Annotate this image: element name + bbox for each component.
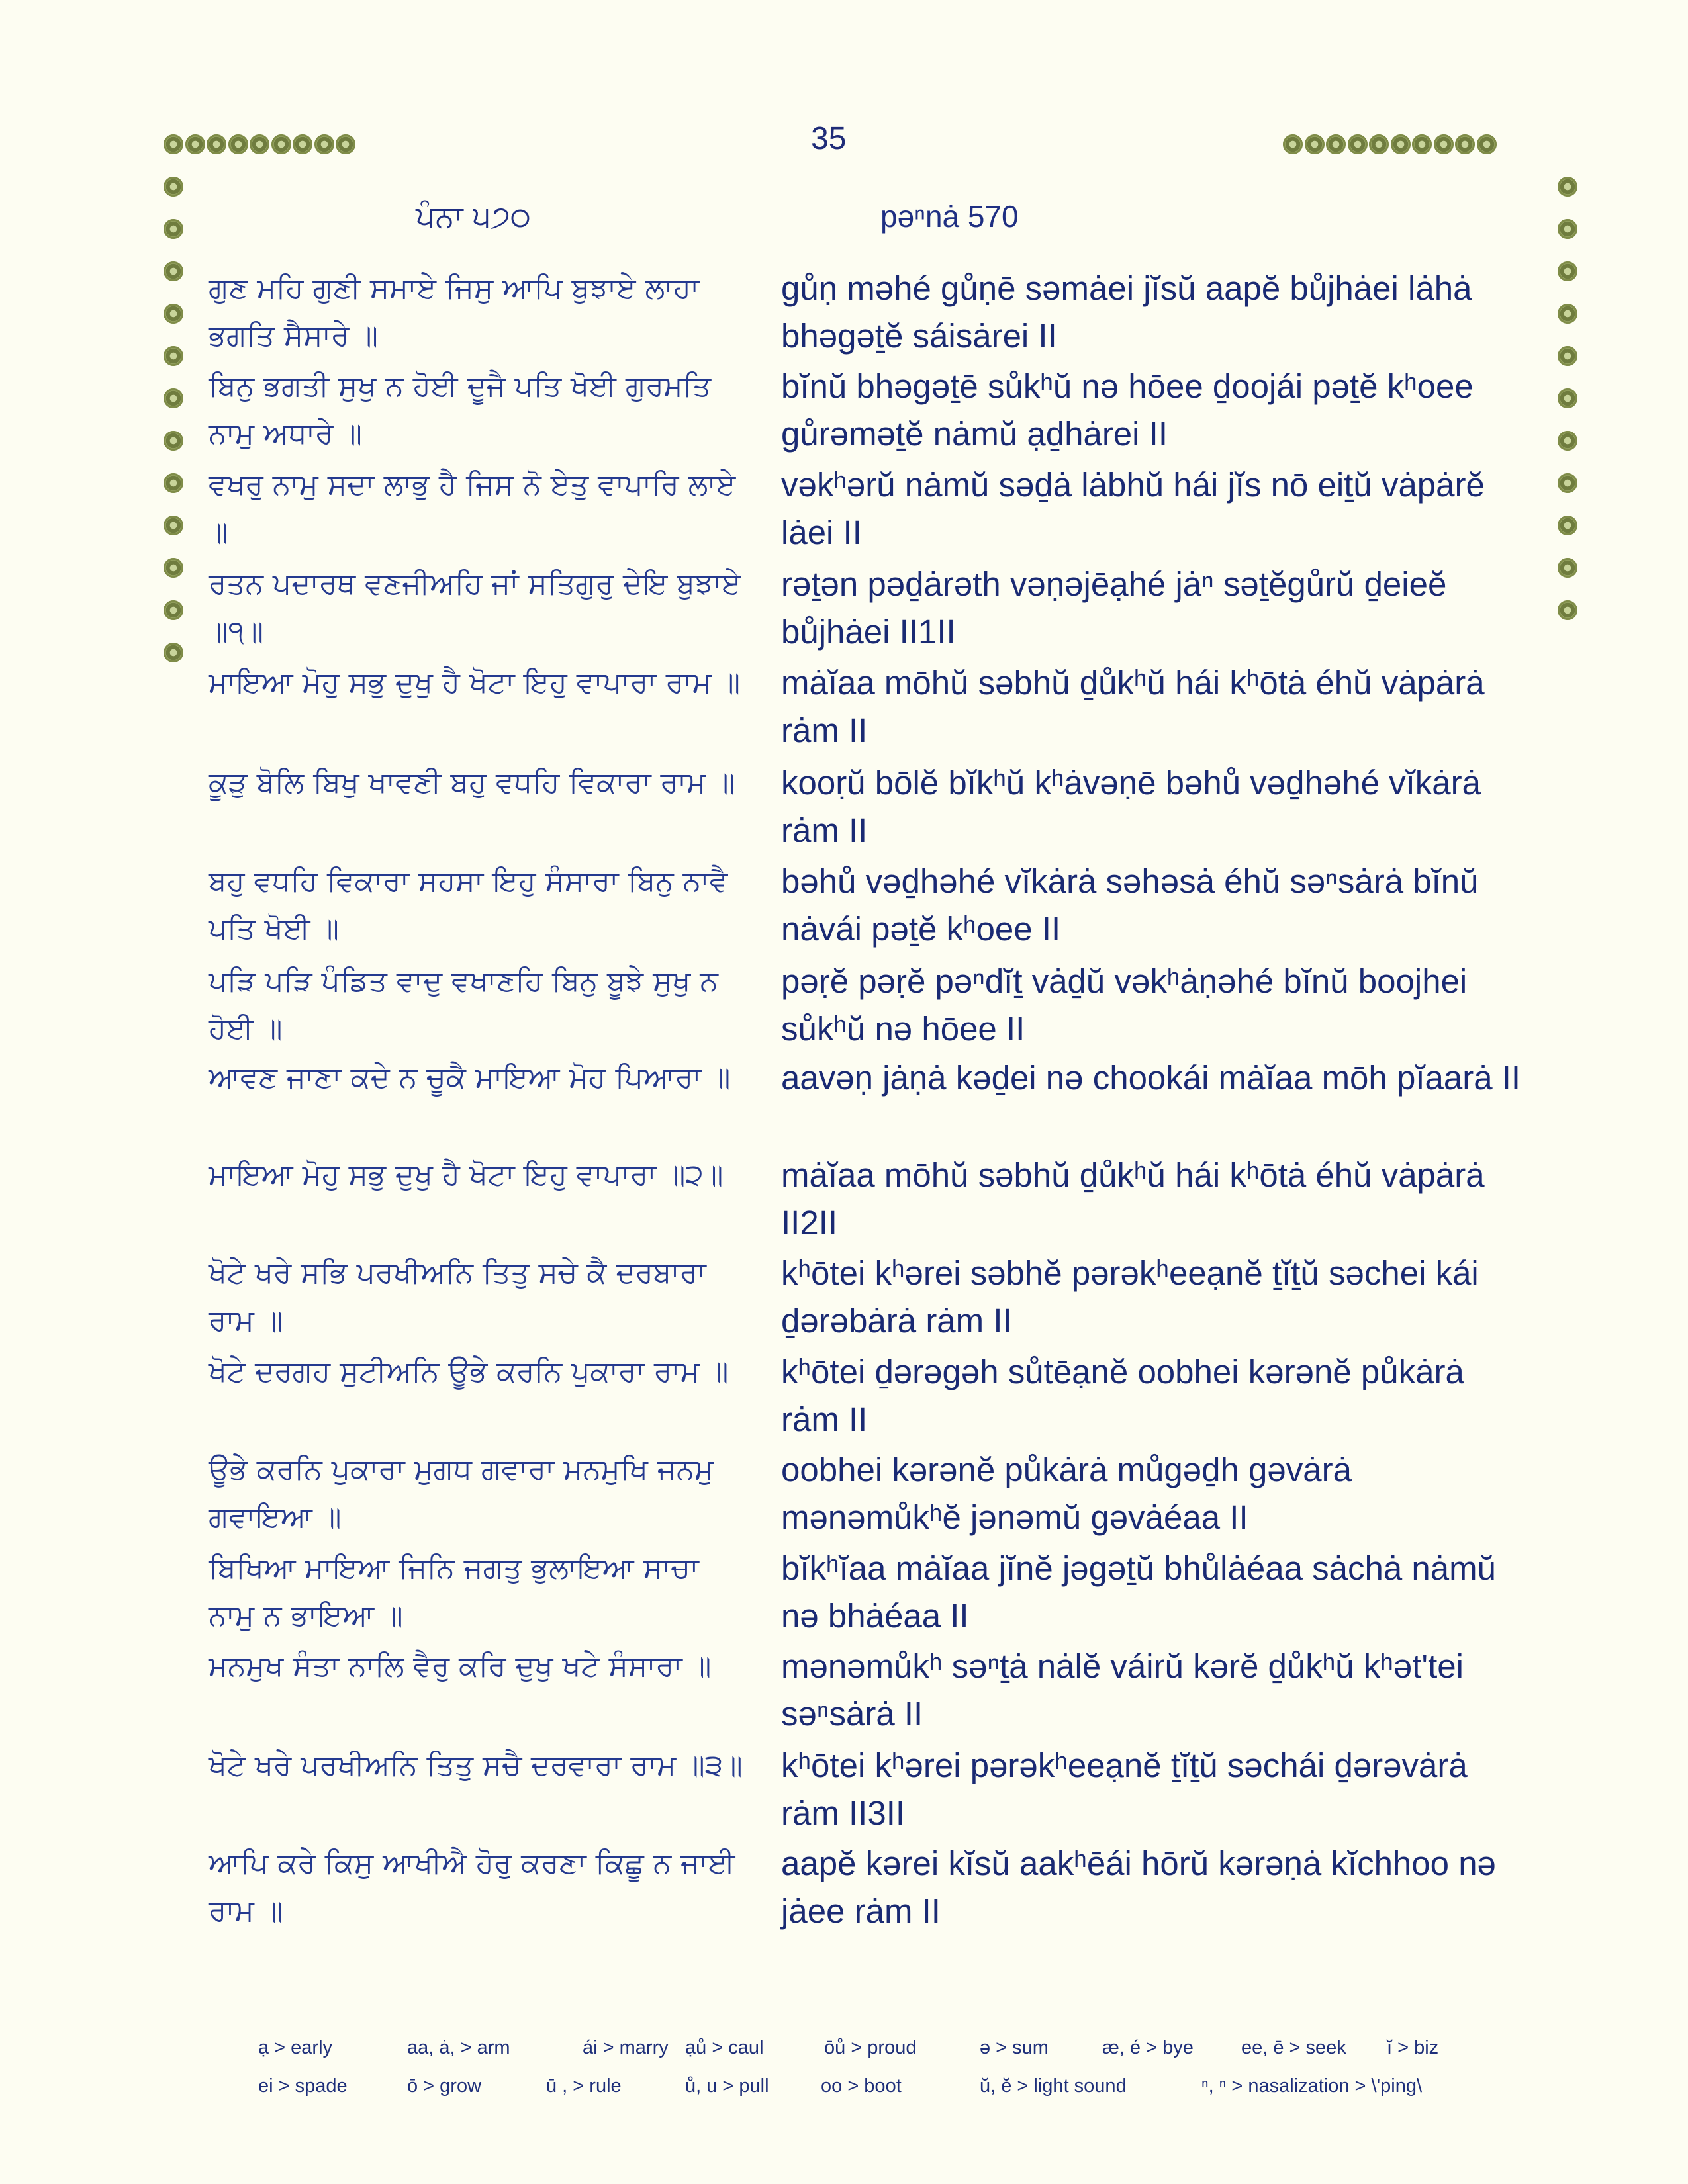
flower-ornament xyxy=(164,261,183,281)
flower-ornament xyxy=(250,134,269,154)
flower-ornament xyxy=(164,516,183,535)
legend-item: ō > grow xyxy=(407,2075,482,2097)
verse-gurmukhi: ਬਹੁ ਵਧਹਿ ਵਿਕਾਰਾ ਸਹਸਾ ਇਹੁ ਸੰਸਾਰਾ ਬਿਨੁ ਨਾਵੈ ਪਤਿ ਖੋਈ ॥ xyxy=(209,864,728,946)
legend-item: ái > marry xyxy=(583,2037,669,2058)
verse-transliteration: gůṇ məhé gůṇē səmȧei jĭsŭ aapĕ bůjhȧei lȧhȧ bhəgəṯĕ sáisȧrei II xyxy=(781,269,1472,355)
verse-gurmukhi: ਖੋਟੇ ਖਰੇ ਸਭਿ ਪਰਖੀਅਨਿ ਤਿਤੁ ਸਚੇ ਕੈ ਦਰਬਾਰਾ ਰਾਮ ॥ xyxy=(209,1256,706,1338)
flower-ornament xyxy=(1434,134,1454,154)
verse-gurmukhi: ਗੁਣ ਮਹਿ ਗੁਣੀ ਸਮਾਏ ਜਿਸੁ ਆਪਿ ਬੁਝਾਏ ਲਾਹਾ ਭਗਤਿ ਸੈਸਾਰੇ ॥ xyxy=(209,271,700,353)
flower-ornament xyxy=(1558,388,1577,408)
flower-ornament xyxy=(1558,431,1577,451)
verse-transliteration: mȧĭaa mōhŭ səbhŭ ḏůkʰŭ hái kʰōtȧ éhŭ vȧpȧrȧ II2II xyxy=(781,1156,1485,1242)
legend-item: ⁿ, ⁿ > nasalization > \'ping\ xyxy=(1201,2075,1423,2097)
verse-gurmukhi: ਮਾਇਆ ਮੋਹੁ ਸਭੁ ਦੁਖੁ ਹੈ ਖੋਟਾ ਇਹੁ ਵਾਪਾਰਾ ਰਾਮ ॥ xyxy=(209,666,741,700)
legend-item: ee, ē > seek xyxy=(1241,2037,1346,2058)
verse-gurmukhi: ਖੋਟੇ ਦਰਗਹ ਸੁਟੀਅਨਿ ਊਭੇ ਕਰਨਿ ਪੁਕਾਰਾ ਰਾਮ ॥ xyxy=(209,1355,729,1388)
flower-ornament xyxy=(1558,558,1577,578)
flower-ornament xyxy=(164,219,183,239)
verse-transliteration: bĭnŭ bhəgəṯē sůkʰŭ nə hōee ḏoojái pəṯĕ kʰoee gůrəməṯĕ nȧmŭ ạḏhȧrei II xyxy=(781,367,1474,453)
flower-ornament xyxy=(1305,134,1325,154)
flower-ornament xyxy=(164,304,183,324)
flower-ornament xyxy=(1283,134,1303,154)
verse-gurmukhi: ਵਖਰੁ ਨਾਮੁ ਸਦਾ ਲਾਭੁ ਹੈ ਜਿਸ ਨੋ ਏਤੁ ਵਾਪਾਰਿ ਲਾਏ ॥ xyxy=(209,468,736,549)
flower-ornament xyxy=(164,558,183,578)
verse-gurmukhi: ਕੂੜੁ ਬੋਲਿ ਬਿਖੁ ਖਾਵਣੀ ਬਹੁ ਵਧਹਿ ਵਿਕਾਰਾ ਰਾਮ ॥ xyxy=(209,766,735,799)
verse-transliteration: kʰōtei kʰərei pərəkʰeeạnĕ ṯĭṯŭ səchái ḏərəvȧrȧ rȧm II3II xyxy=(781,1747,1468,1832)
flower-ornament xyxy=(164,388,183,408)
verse-gurmukhi: ਬਿਨੁ ਭਗਤੀ ਸੁਖੁ ਨ ਹੋਈ ਦੂਜੈ ਪਤਿ ਖੋਈ ਗੁਰਮਤਿ ਨਾਮੁ ਅਧਾਰੇ ॥ xyxy=(209,369,712,451)
verse-gurmukhi: ਮਨਮੁਖ ਸੰਤਾ ਨਾਲਿ ਵੈਰੁ ਕਰਿ ਦੁਖੁ ਖਟੇ ਸੰਸਾਰਾ ॥ xyxy=(209,1649,712,1683)
flower-ornament xyxy=(228,134,248,154)
flower-ornament xyxy=(336,134,355,154)
flower-ornament xyxy=(1369,134,1389,154)
flower-ornament xyxy=(164,600,183,620)
page-number: 35 xyxy=(811,121,847,156)
flower-ornament xyxy=(164,346,183,366)
verse-gurmukhi: ਬਿਖਿਆ ਮਾਇਆ ਜਿਨਿ ਜਗਤੁ ਭੁਲਾਇਆ ਸਾਚਾ ਨਾਮੁ ਨ ਭਾਇਆ ॥ xyxy=(209,1551,699,1633)
legend-item: æ, é > bye xyxy=(1102,2037,1194,2058)
flower-ornament xyxy=(1558,177,1577,197)
header-gurmukhi: ਪੰਨਾ ੫੭੦ xyxy=(416,199,531,234)
verse-transliteration: kʰōtei ḏərəgəh sůtēạnĕ oobhei kərənĕ půkȧrȧ rȧm II xyxy=(781,1353,1464,1438)
verse-gurmukhi: ਆਵਣ ਜਾਣਾ ਕਦੇ ਨ ਚੂਕੈ ਮਾਇਆ ਮੋਹ ਪਿਆਰਾ ॥ xyxy=(209,1061,731,1095)
legend-item: ei > spade xyxy=(258,2075,348,2097)
verse-transliteration: oobhei kərənĕ půkȧrȧ můgəḏh gəvȧrȧ mənəmůkʰĕ jənəmŭ gəvȧéaa II xyxy=(781,1451,1352,1536)
flower-ornament xyxy=(1558,219,1577,239)
legend-item: ŭ, ĕ > light sound xyxy=(980,2075,1127,2097)
verse-gurmukhi: ਪੜਿ ਪੜਿ ਪੰਡਿਤ ਵਾਦੁ ਵਖਾਣਹਿ ਬਿਨੁ ਬੂਝੇ ਸੁਖੁ ਨ ਹੋਈ ॥ xyxy=(209,964,718,1046)
legend-item: ů, u > pull xyxy=(685,2075,769,2097)
legend-item: ạ > early xyxy=(258,2037,333,2058)
flower-ornament xyxy=(271,134,291,154)
flower-ornament xyxy=(1455,134,1475,154)
verse-transliteration: mənəmůkʰ səⁿṯȧ nȧlĕ váirŭ kərĕ ḏůkʰŭ kʰət'tei səⁿsȧrȧ II xyxy=(781,1647,1464,1733)
flower-ornament xyxy=(164,643,183,662)
verse-transliteration: bəhů vəḏhəhé vĭkȧrȧ səhəsȧ éhŭ səⁿsȧrȧ bĭnŭ nȧvái pəṯĕ kʰoee II xyxy=(781,862,1479,948)
verse-gurmukhi: ਮਾਇਆ ਮੋਹੁ ਸਭੁ ਦੁਖੁ ਹੈ ਖੋਟਾ ਇਹੁ ਵਾਪਾਰਾ ॥੨॥ xyxy=(209,1158,724,1192)
flower-ornament xyxy=(1348,134,1368,154)
flower-ornament xyxy=(1558,261,1577,281)
flower-ornament xyxy=(1558,304,1577,324)
flower-ornament xyxy=(314,134,334,154)
legend-item: aa, ȧ, > arm xyxy=(407,2037,510,2058)
legend-item: ū , > rule xyxy=(546,2075,622,2097)
verse-gurmukhi: ਖੋਟੇ ਖਰੇ ਪਰਖੀਅਨਿ ਤਿਤੁ ਸਚੈ ਦਰਵਾਰਾ ਰਾਮ ॥੩॥ xyxy=(209,1749,743,1782)
legend-item: ōů > proud xyxy=(824,2037,917,2058)
legend-item: ĭ > biz xyxy=(1387,2037,1439,2058)
verse-gurmukhi: ਊਭੇ ਕਰਨਿ ਪੁਕਾਰਾ ਮੁਗਧ ਗਵਾਰਾ ਮਨਮੁਖਿ ਜਨਮੁ ਗਵਾਇਆ ॥ xyxy=(209,1453,714,1534)
flower-ornament xyxy=(1477,134,1497,154)
flower-ornament xyxy=(164,473,183,493)
flower-ornament xyxy=(1391,134,1411,154)
verse-transliteration: vəkʰərŭ nȧmŭ səḏȧ lȧbhŭ hái jĭs nō eiṯŭ vȧpȧrĕ lȧei II xyxy=(781,466,1485,551)
header-transliteration: pəⁿnȧ 570 xyxy=(880,199,1019,234)
flower-ornament xyxy=(1558,600,1577,620)
flower-ornament xyxy=(293,134,312,154)
flower-ornament xyxy=(207,134,226,154)
flower-ornament xyxy=(1558,516,1577,535)
flower-ornament xyxy=(164,177,183,197)
verse-transliteration: aapĕ kərei kĭsŭ aakʰēái hōrŭ kərəṇȧ kĭchhoo nə jȧee rȧm II xyxy=(781,1844,1496,1930)
verse-transliteration: rəṯən pəḏȧrəth vəṇəjēạhé jȧⁿ səṯĕgůrŭ ḏeieĕ bůjhȧei II1II xyxy=(781,565,1447,651)
flower-ornament xyxy=(1326,134,1346,154)
verse-gurmukhi: ਆਪਿ ਕਰੇ ਕਿਸੁ ਆਖੀਐ ਹੋਰੁ ਕਰਣਾ ਕਿਛੂ ਨ ਜਾਈ ਰਾਮ ॥ xyxy=(209,1846,735,1928)
flower-ornament xyxy=(164,431,183,451)
legend-item: ə > sum xyxy=(980,2037,1049,2058)
verse-transliteration: pəṛĕ pəṛĕ pəⁿdĭṯ vȧḏŭ vəkʰȧṇəhé bĭnŭ boojhei sůkʰŭ nə hōee II xyxy=(781,962,1468,1048)
legend-item: ạů > caul xyxy=(685,2037,764,2058)
flower-ornament xyxy=(1558,473,1577,493)
verse-transliteration: kooṛŭ bōlĕ bĭkʰŭ kʰȧvəṇē bəhů vəḏhəhé vĭkȧrȧ rȧm II xyxy=(781,764,1481,849)
verse-gurmukhi: ਰਤਨ ਪਦਾਰਥ ਵਣਜੀਅਹਿ ਜਾਂ ਸਤਿਗੁਰੁ ਦੇਇ ਬੁਝਾਏ ॥੧॥ xyxy=(209,567,741,649)
legend-item: oo > boot xyxy=(821,2075,902,2097)
flower-ornament xyxy=(1558,346,1577,366)
flower-ornament xyxy=(185,134,205,154)
verse-transliteration: mȧĭaa mōhŭ səbhŭ ḏůkʰŭ hái kʰōtȧ éhŭ vȧpȧrȧ rȧm II xyxy=(781,664,1485,749)
flower-ornament xyxy=(164,134,183,154)
verse-transliteration: bĭkʰĭaa mȧĭaa jĭnĕ jəgəṯŭ bhůlȧéaa sȧchȧ nȧmŭ nə bhȧéaa II xyxy=(781,1549,1496,1635)
flower-ornament xyxy=(1412,134,1432,154)
verse-transliteration: kʰōtei kʰərei səbhĕ pərəkʰeeạnĕ ṯĭṯŭ səchei kái ḏərəbȧrȧ rȧm II xyxy=(781,1254,1479,1340)
verse-transliteration: aavəṇ jȧṇȧ kəḏei nə chookái mȧĭaa mōh pĭaarȧ II xyxy=(781,1059,1521,1097)
